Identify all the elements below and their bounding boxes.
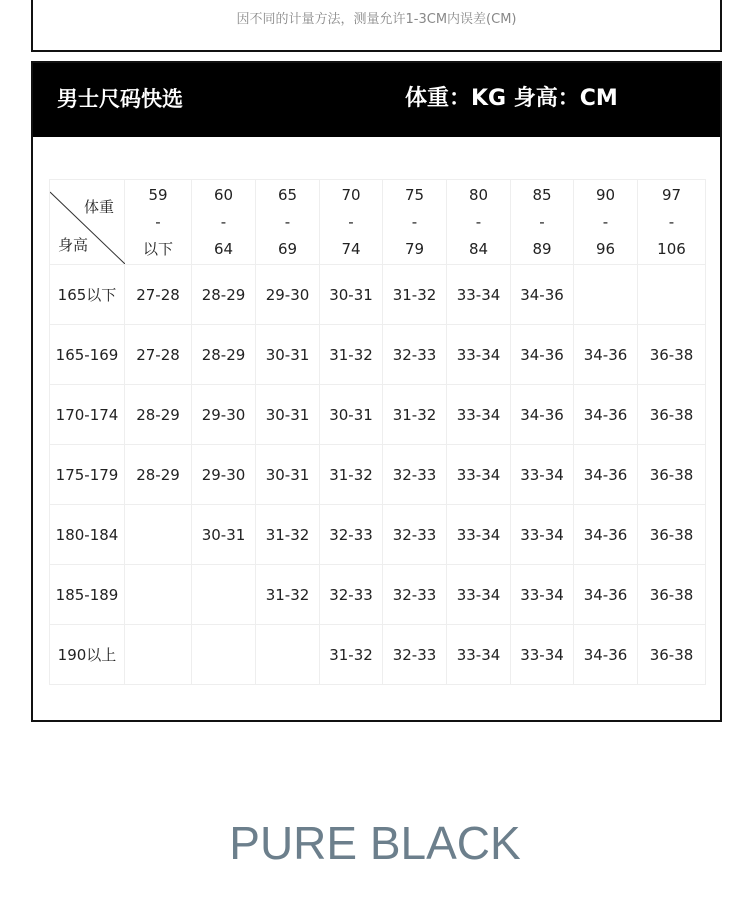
size-cell: 31-32 <box>320 445 383 505</box>
size-cell: 28-29 <box>192 325 256 385</box>
size-cell: 32-33 <box>320 565 383 625</box>
chart-header <box>33 63 720 137</box>
size-cell: 34-36 <box>511 265 574 325</box>
weight-header-row <box>50 180 706 265</box>
weight-range-bottom: 74 <box>341 239 361 258</box>
table-row <box>50 565 706 625</box>
size-cell: 29-30 <box>192 385 256 445</box>
chart-units: 体重：KG 身高：CM <box>405 86 618 111</box>
size-cell: 31-32 <box>256 505 320 565</box>
size-cell: 33-34 <box>511 505 574 565</box>
corner-height-label: 身高 <box>58 236 89 254</box>
size-cell: 31-32 <box>383 265 447 325</box>
height-range-cell: 175-179 <box>50 445 125 505</box>
size-cell: 30-31 <box>256 445 320 505</box>
size-cell <box>256 625 320 685</box>
size-cell <box>192 625 256 685</box>
weight-range-dash: - <box>220 212 227 231</box>
weight-range-bottom: 96 <box>595 239 616 258</box>
height-range-cell: 180-184 <box>50 505 125 565</box>
measurement-note-box <box>31 0 722 52</box>
weight-range-bottom: 以下 <box>142 239 173 258</box>
size-cell: 29-30 <box>256 265 320 325</box>
weight-range-top: 60 <box>213 185 234 204</box>
size-cell: 31-32 <box>383 385 447 445</box>
size-cell: 34-36 <box>574 565 638 625</box>
size-cell: 34-36 <box>574 625 638 685</box>
corner-cell <box>50 180 125 265</box>
height-range-cell: 185-189 <box>50 565 125 625</box>
size-cell: 33-34 <box>447 445 511 505</box>
table-row <box>50 625 706 685</box>
size-cell <box>125 505 192 565</box>
size-cell: 36-38 <box>638 445 706 505</box>
weight-range-bottom: 69 <box>277 239 298 258</box>
measurement-note: 因不同的计量方法，测量允许1-3CM内误差(CM) <box>236 12 517 27</box>
height-range-cell: 190以上 <box>50 625 125 685</box>
size-cell: 30-31 <box>256 385 320 445</box>
size-cell: 33-34 <box>511 565 574 625</box>
weight-range-top: 97 <box>661 185 682 204</box>
weight-range-top: 65 <box>277 185 298 204</box>
size-cell: 34-36 <box>574 505 638 565</box>
size-cell: 33-34 <box>447 265 511 325</box>
size-cell <box>574 265 638 325</box>
brand-name: PURE BLACK <box>229 817 521 869</box>
size-cell: 27-28 <box>125 265 192 325</box>
size-cell: 32-33 <box>383 565 447 625</box>
weight-column-header <box>320 180 383 265</box>
size-cell: 36-38 <box>638 625 706 685</box>
size-cell: 33-34 <box>511 445 574 505</box>
size-cell: 32-33 <box>383 625 447 685</box>
size-cell: 31-32 <box>320 625 383 685</box>
weight-range-dash: - <box>475 212 482 231</box>
size-cell: 28-29 <box>125 385 192 445</box>
weight-range-dash: - <box>155 212 161 231</box>
weight-range-dash: - <box>668 212 675 231</box>
size-cell: 28-29 <box>192 265 256 325</box>
size-chart <box>31 61 722 722</box>
size-cell: 34-36 <box>511 325 574 385</box>
size-cell: 36-38 <box>638 505 706 565</box>
weight-range-top: 90 <box>595 185 616 204</box>
table-row <box>50 325 706 385</box>
weight-range-dash: - <box>602 212 609 231</box>
weight-range-bottom: 89 <box>532 239 552 258</box>
height-range-cell: 170-174 <box>50 385 125 445</box>
weight-column-header <box>383 180 447 265</box>
weight-column-header <box>125 180 192 265</box>
size-cell: 33-34 <box>447 565 511 625</box>
size-cell: 32-33 <box>383 445 447 505</box>
size-cell: 36-38 <box>638 565 706 625</box>
weight-column-header <box>192 180 256 265</box>
weight-range-dash: - <box>411 212 418 231</box>
size-cell: 34-36 <box>511 385 574 445</box>
table-row <box>50 385 706 445</box>
weight-column-header <box>256 180 320 265</box>
size-cell: 36-38 <box>638 325 706 385</box>
size-cell: 33-34 <box>447 325 511 385</box>
weight-range-bottom: 84 <box>468 239 489 258</box>
size-cell: 32-33 <box>320 505 383 565</box>
weight-range-dash: - <box>348 212 354 231</box>
weight-column-header <box>447 180 511 265</box>
size-cell: 34-36 <box>574 445 638 505</box>
size-cell: 30-31 <box>256 325 320 385</box>
size-cell: 32-33 <box>383 505 447 565</box>
chart-title: 男士尺码快选 <box>57 87 183 111</box>
size-cell: 29-30 <box>192 445 256 505</box>
weight-range-top: 85 <box>532 185 552 204</box>
table-row <box>50 265 706 325</box>
table-row <box>50 445 706 505</box>
size-cell: 34-36 <box>574 385 638 445</box>
size-cell: 33-34 <box>511 625 574 685</box>
weight-range-bottom: 79 <box>404 239 425 258</box>
weight-range-top: 59 <box>148 185 168 204</box>
height-range-cell: 165以下 <box>50 265 125 325</box>
size-cell: 30-31 <box>320 265 383 325</box>
weight-range-bottom: 106 <box>657 239 686 258</box>
weight-column-header <box>511 180 574 265</box>
weight-column-header <box>638 180 706 265</box>
size-cell <box>125 565 192 625</box>
size-cell <box>192 565 256 625</box>
weight-range-top: 75 <box>404 185 425 204</box>
size-cell: 36-38 <box>638 385 706 445</box>
size-cell: 30-31 <box>320 385 383 445</box>
size-cell: 28-29 <box>125 445 192 505</box>
size-cell: 33-34 <box>447 385 511 445</box>
weight-range-top: 70 <box>341 185 361 204</box>
table-row <box>50 505 706 565</box>
size-cell: 31-32 <box>256 565 320 625</box>
size-cell <box>638 265 706 325</box>
size-cell: 30-31 <box>192 505 256 565</box>
weight-range-dash: - <box>539 212 545 231</box>
weight-column-header <box>574 180 638 265</box>
weight-range-top: 80 <box>468 185 489 204</box>
weight-range-bottom: 64 <box>213 239 234 258</box>
size-cell: 34-36 <box>574 325 638 385</box>
corner-weight-label: 体重 <box>84 198 115 216</box>
size-cell: 31-32 <box>320 325 383 385</box>
size-cell: 33-34 <box>447 625 511 685</box>
size-cell: 33-34 <box>447 505 511 565</box>
height-range-cell: 165-169 <box>50 325 125 385</box>
size-cell: 32-33 <box>383 325 447 385</box>
size-table <box>49 179 706 685</box>
size-cell <box>125 625 192 685</box>
size-table-body <box>50 180 706 685</box>
weight-range-dash: - <box>284 212 291 231</box>
size-cell: 27-28 <box>125 325 192 385</box>
